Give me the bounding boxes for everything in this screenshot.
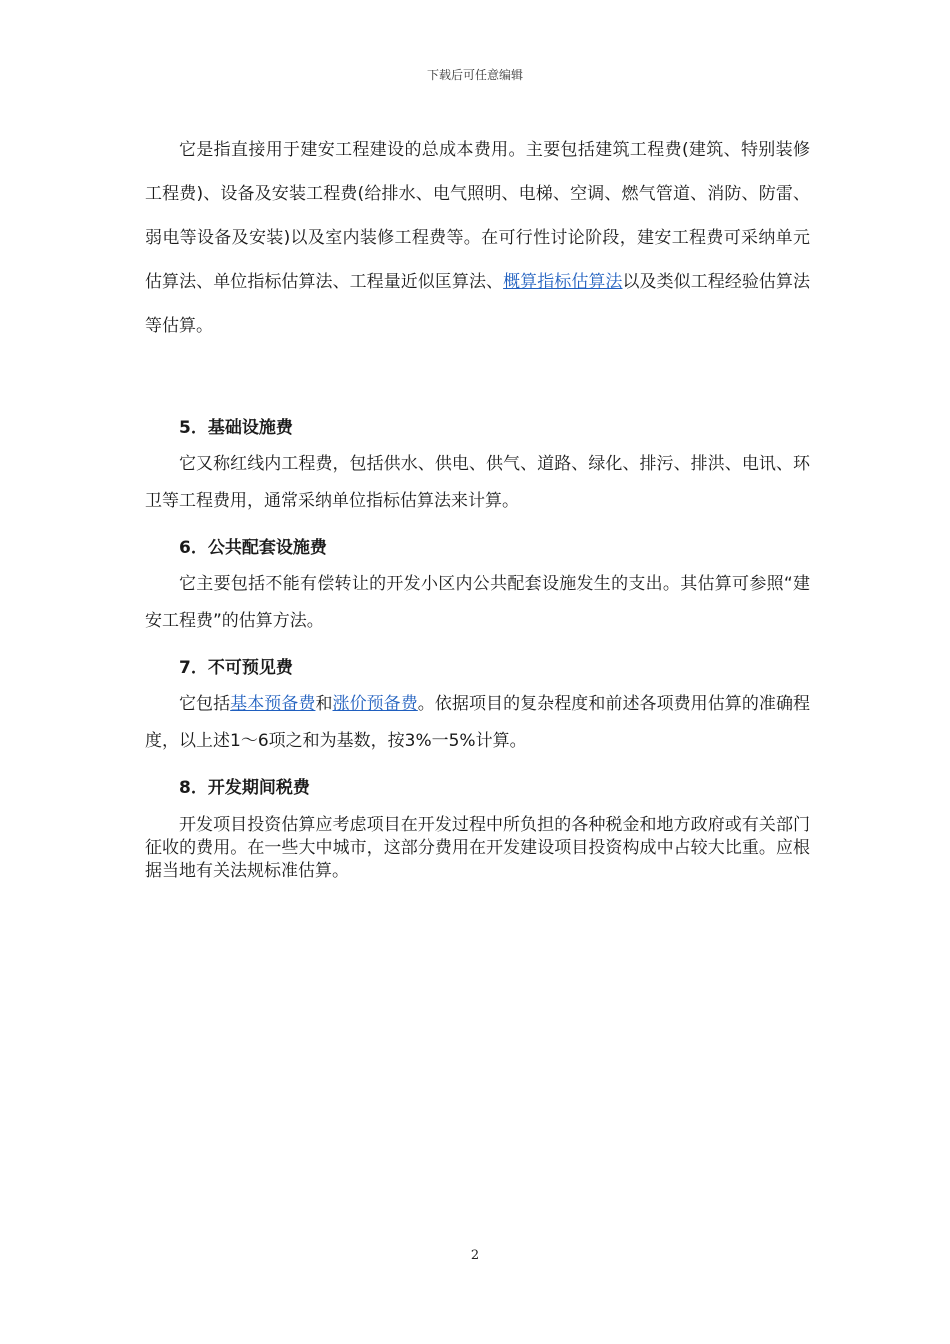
section-5-body: 它又称红线内工程费，包括供水、供电、供气、道路、绿化、排污、排洪、电讯、环卫等工程费用，通常采纳单位指标估算法来计算。 xyxy=(145,454,810,511)
budget-indicator-link[interactable]: 概算指标估算法 xyxy=(503,272,623,292)
section-8-heading: 8．开发期间税费 xyxy=(179,778,310,798)
price-reserve-link[interactable]: 涨价预备费 xyxy=(332,694,418,714)
intro-text-tail: 以及类似工程经验估算法等估算。 xyxy=(145,272,811,336)
section-6-body: 它主要包括不能有偿转让的开发小区内公共配套设施发生的支出。其估算可参照“建安工程费”的估算方法。 xyxy=(145,574,810,631)
section-7-conjunction: 和 xyxy=(315,694,333,714)
intro-text: 它是指直接用于建安工程建设的总成本费用。主要包括建筑工程费(建筑、特别装修工程费)、设备及安装工程费(给排水、电气照明、电梯、空调、燃气管道、消防、防雷、弱电等设备及安装)以及室内装修工程费等。在可行性讨论阶段，建安工程费可采纳单元估算法、单位指标估算法、工程量近似匡算法、 xyxy=(145,140,810,292)
section-spacer xyxy=(145,348,810,410)
section-7-text-tail: 。依据项目的复杂程度和前述各项费用估算的准确程度，以上述1～6项之和为基数，按3%一5%计算。 xyxy=(145,694,811,751)
section-7-text: 它包括 xyxy=(179,694,231,714)
page-number: 2 xyxy=(470,1248,480,1263)
page-header: 下载后可任意编辑 xyxy=(426,68,523,82)
section-6-heading: 6．公共配套设施费 xyxy=(179,538,327,558)
section-5-heading: 5．基础设施费 xyxy=(179,418,293,438)
section-7-heading: 7．不可预见费 xyxy=(179,658,293,678)
intro-paragraph xyxy=(145,128,810,348)
section-8-body: 开发项目投资估算应考虑项目在开发过程中所负担的各种税金和地方政府或有关部门征收的费用。在一些大中城市，这部分费用在开发建设项目投资构成中占较大比重。应根据当地有关法规标准估算。 xyxy=(145,815,810,881)
section-7-body xyxy=(145,686,810,760)
document-body xyxy=(145,128,810,883)
basic-reserve-link[interactable]: 基本预备费 xyxy=(230,694,316,714)
